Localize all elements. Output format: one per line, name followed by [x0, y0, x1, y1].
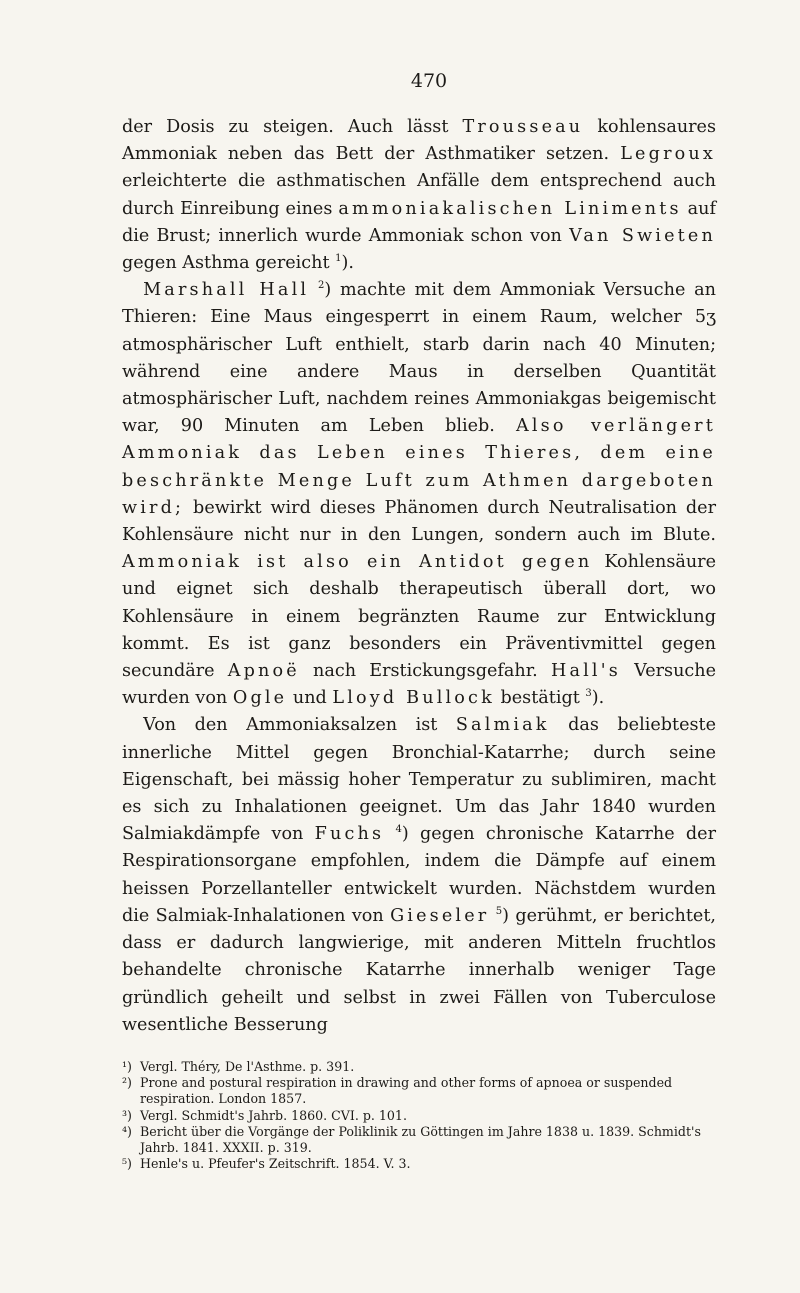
text-run: kohlensaures Ammoniak neben das Bett der Asthmatiker setzen.: [122, 117, 716, 165]
emphasized-text: Ammoniak ist also ein Antidot gegen: [122, 552, 593, 573]
footnote-text: Henle's u. Pfeufer's Zeitschrift. 1854. V. 3.: [140, 1156, 411, 1172]
footnotes: [122, 1059, 716, 1172]
footnote: [122, 1108, 716, 1124]
footnote-mark: ⁵): [122, 1156, 132, 1172]
text-run: bewirkt wird dieses Phänomen durch Neutralisation der Kohlensäure nicht nur in den Lungen, sondern auch im Blute.: [122, 497, 716, 546]
paragraph-3: [122, 712, 716, 1038]
paragraph-2: [122, 277, 716, 712]
footnote: [122, 1075, 716, 1107]
footnote-text: Prone and postural respiration in drawing and other forms of apnoea or suspended respiration. London 1857.: [140, 1075, 673, 1107]
text-run: bestätigt: [494, 688, 586, 709]
emphasized-text: Apnoë: [227, 661, 300, 682]
footnote-ref: 3: [585, 688, 592, 700]
emphasized-text: Van Swieten: [569, 225, 716, 246]
text-run: ) gerühmt, er berichtet, dass er dadurch langwierige, mit anderen Mitteln fruchtlos behandelte chronische Katarrhe innerhalb weniger Tage gründlich geheilt und selbst in zwei Fällen von Tuberculose wesentliche Besserung: [122, 905, 716, 1035]
text-run: nach Erstickungsgefahr.: [299, 661, 551, 682]
text-run: Kohlensäure und eignet sich deshalb therapeutisch überall dort, wo Kohlensäure in einem begränzten Raume zur Entwicklung kommt. Es ist ganz besonders ein Präventivmittel gegen secundäre: [122, 552, 716, 682]
footnote-mark: ¹): [122, 1058, 132, 1074]
text-run: der Dosis zu steigen. Auch lässt: [122, 117, 463, 137]
emphasized-text: Hall's: [550, 661, 621, 682]
footnote-ref: 1: [335, 253, 342, 265]
emphasized-text: Trousseau: [462, 117, 584, 137]
emphasized-text: Legroux: [620, 144, 716, 165]
paragraph-1: [122, 114, 716, 277]
text-run: das beliebteste innerliche Mittel gegen Bronchial-Katarrhe; durch seine Eigenschaft, bei mässig hoher Temperatur zu sublimiren, macht es sich zu Inhalationen geeignet. Um das Jahr 1840 wurden Salmiakdämpfe von: [122, 715, 717, 845]
body-text: [122, 114, 716, 1039]
emphasized-text: Lloyd Bullock: [332, 688, 495, 709]
footnote: [122, 1124, 716, 1156]
page-number: 470: [410, 70, 448, 92]
emphasized-text: ammoniakalischen Liniments: [338, 198, 682, 219]
text-run: auf die Brust; innerlich wurde Ammoniak schon von: [122, 198, 716, 246]
text-run: ) gegen chronische Katarrhe der Respirationsorgane empfohlen, indem die Dämpfe auf einem heissen Porzellanteller entwickelt wurden. Nächstdem wurden die Salmiak-Inhalationen von: [122, 824, 716, 926]
text-run: Von den Ammoniaksalzen ist: [143, 715, 456, 736]
text-run: Versuche wurden von: [122, 661, 716, 709]
text-run: und: [287, 688, 333, 709]
text-run: gegen Asthma gereicht: [122, 253, 336, 274]
text-run: [384, 824, 395, 844]
emphasized-text: Ogle: [232, 688, 288, 709]
footnote: [122, 1156, 716, 1172]
footnote-text: Vergl. Schmidt's Jahrb. 1860. CVI. p. 101.: [140, 1107, 407, 1123]
footnote-ref: 4: [395, 824, 402, 836]
text-run: ).: [591, 688, 605, 709]
emphasized-text: Fuchs: [314, 824, 385, 845]
footnote-mark: ³): [122, 1107, 132, 1123]
text-run: ).: [341, 253, 354, 274]
emphasized-text: Also verlängert Ammoniak das Leben eines Thieres, dem eine beschränkte Menge Luft zum Athmen dargeboten wird;: [122, 416, 716, 518]
emphasized-text: Salmiak: [455, 715, 550, 736]
footnote: [122, 1059, 716, 1075]
footnote-mark: ⁴): [122, 1123, 132, 1139]
emphasized-text: Marshall Hall: [143, 280, 310, 301]
text-run: [309, 280, 318, 300]
text-run: erleichterte die asthmatischen Anfälle dem entsprechend auch durch Einreibung eines: [122, 171, 716, 219]
footnote-ref: 2: [317, 280, 325, 292]
footnote-text: Vergl. Théry, De l'Asthme. p. 391.: [140, 1058, 355, 1074]
emphasized-text: Gieseler: [390, 905, 490, 926]
footnote-text: Bericht über die Vorgänge der Poliklinik zu Göttingen im Jahre 1838 u. 1839. Schmidt's Jahrb. 1841. XXXII. p. 319.: [140, 1123, 701, 1155]
footnote-ref: 5: [495, 906, 503, 918]
text-run: ) machte mit dem Ammoniak Versuche an Thieren: Eine Maus eingesperrt in einem Raum, welcher 5ʒ atmosphärischer Luft enthielt, starb darin nach 40 Minuten; während eine andere Maus in derselben Quantität atmosphärischer Luft, nachdem reines Ammoniakgas beigemischt war, 90 Minuten am Leben blieb.: [122, 280, 716, 437]
footnote-mark: ²): [122, 1075, 132, 1091]
